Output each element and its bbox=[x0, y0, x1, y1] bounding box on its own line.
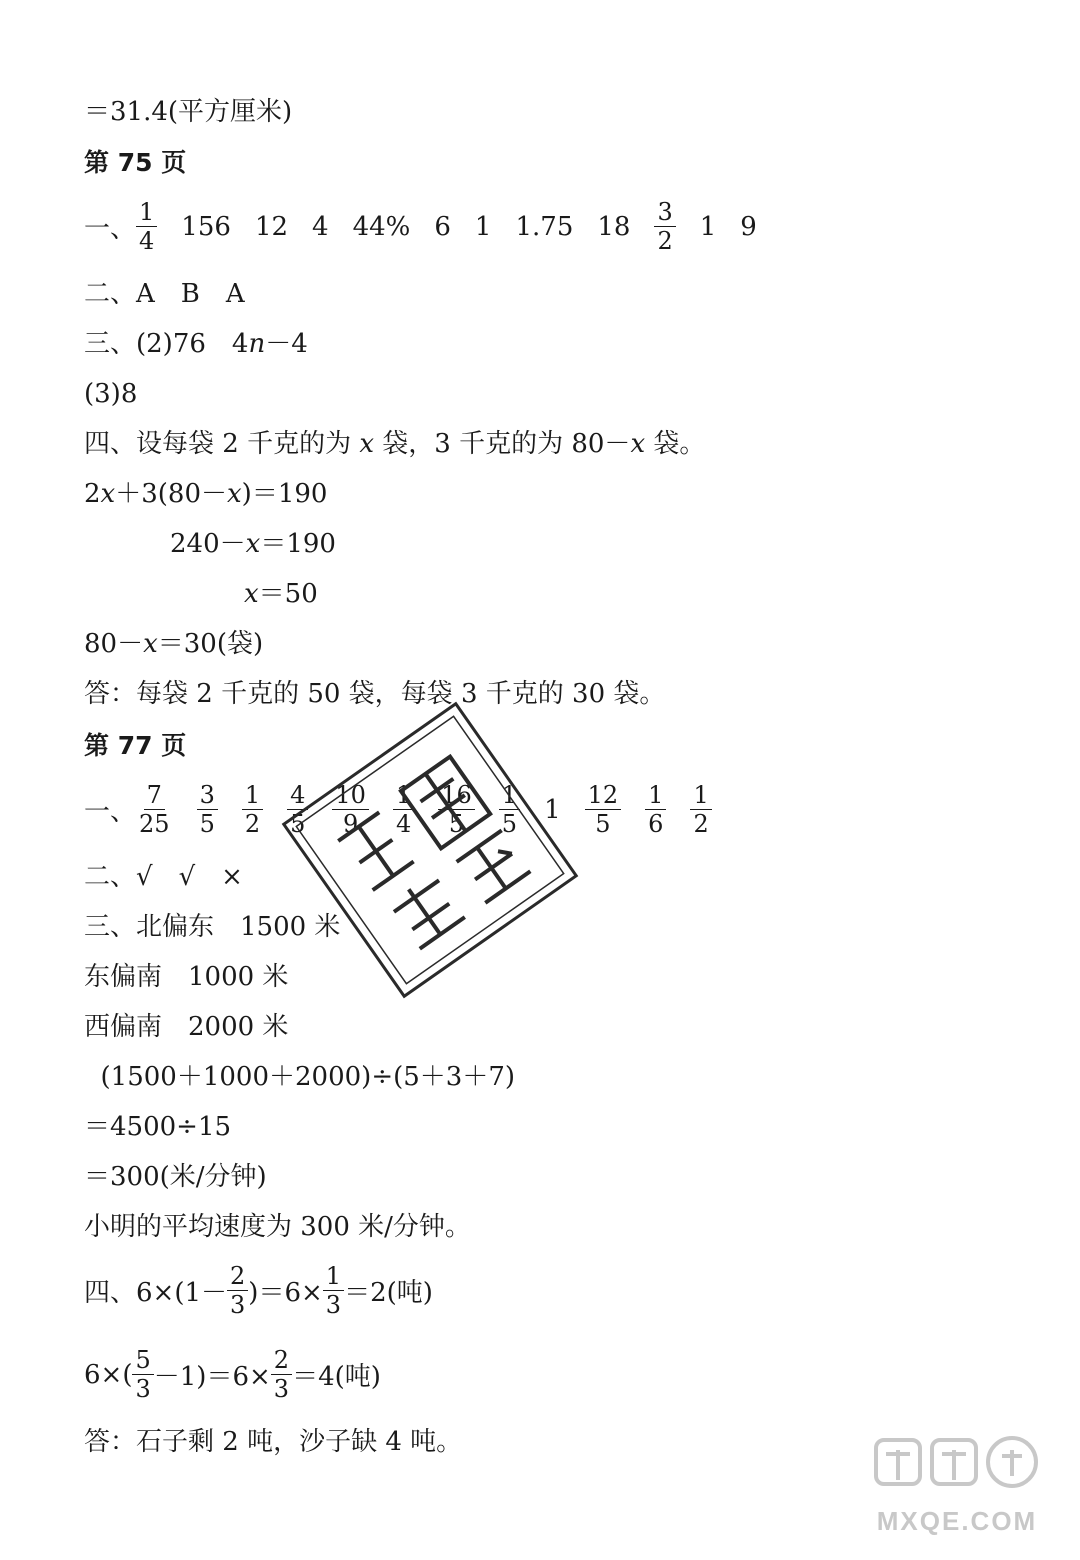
text-segment: )＝190 bbox=[241, 479, 328, 509]
fraction bbox=[645, 781, 666, 838]
p77-q1-prefix: 一、 bbox=[84, 797, 137, 827]
fraction bbox=[393, 781, 414, 838]
fraction-denominator: 5 bbox=[199, 810, 215, 838]
text-segment: 袋，3 千克的为 80－ bbox=[374, 429, 631, 459]
fraction-numerator: 1 bbox=[393, 781, 414, 810]
fraction bbox=[287, 781, 308, 838]
p77-q4-row2 bbox=[84, 1346, 381, 1403]
p77-answer: 答：石子剩 2 吨，沙子缺 4 吨。 bbox=[84, 1427, 463, 1457]
answer-item: 1 bbox=[544, 794, 561, 825]
fraction-numerator: 7 bbox=[144, 781, 165, 810]
variable-x: x bbox=[244, 579, 259, 609]
equation-line bbox=[244, 577, 318, 611]
text-segment: 240－ bbox=[170, 529, 246, 559]
p77-calc-line2: ＝4500÷15 bbox=[84, 1112, 232, 1142]
p75-q2: 二、A B A bbox=[84, 279, 245, 309]
fraction-numerator: 1 bbox=[499, 781, 520, 810]
text-segment: －1)＝6× bbox=[153, 1362, 271, 1392]
fraction-denominator: 5 bbox=[501, 810, 518, 838]
fraction bbox=[654, 198, 675, 255]
fraction-denominator: 25 bbox=[139, 810, 170, 838]
text-segment: 2 bbox=[84, 479, 101, 509]
equation-line bbox=[84, 477, 327, 511]
fraction-denominator: 5 bbox=[595, 810, 611, 838]
page-75-heading: 第 75 页 bbox=[84, 148, 187, 177]
fraction-denominator: 6 bbox=[648, 810, 664, 838]
fraction-denominator: 3 bbox=[230, 1291, 246, 1319]
fraction-numerator: 1 bbox=[323, 1262, 344, 1291]
text-segment: 四、设每袋 2 千克的为 bbox=[84, 429, 360, 459]
answer-item: 44% bbox=[352, 211, 411, 242]
fraction-denominator: 2 bbox=[693, 810, 709, 838]
variable-n: n bbox=[248, 329, 266, 359]
fraction-numerator: 1 bbox=[136, 198, 157, 227]
variable-x: x bbox=[245, 529, 261, 559]
text-segment: －4 bbox=[265, 329, 308, 359]
fraction-numerator: 10 bbox=[332, 781, 369, 810]
answer-item: 6 bbox=[434, 211, 451, 242]
p75-q1-prefix: 一、 bbox=[84, 214, 137, 244]
equation-line bbox=[170, 527, 336, 561]
answer-item: 1 bbox=[699, 211, 717, 242]
fraction-numerator: 2 bbox=[227, 1262, 248, 1291]
p75-q3-part3: (3)8 bbox=[84, 379, 138, 409]
fraction bbox=[323, 1262, 344, 1319]
answer-item: 1.75 bbox=[515, 211, 574, 242]
text-segment: ＝190 bbox=[260, 529, 336, 559]
fraction-numerator: 1 bbox=[690, 781, 711, 810]
p77-calc-line1: (1500＋1000＋2000)÷(5＋3＋7) bbox=[84, 1062, 516, 1092]
fraction-numerator: 3 bbox=[197, 781, 218, 810]
fraction-denominator: 3 bbox=[135, 1375, 151, 1403]
text-segment: ＋3(80－ bbox=[115, 479, 227, 509]
p77-calc-line3: ＝300(米/分钟) bbox=[84, 1162, 267, 1192]
page-77-heading: 第 77 页 bbox=[84, 731, 187, 760]
fraction-numerator: 1 bbox=[242, 781, 263, 810]
fraction-numerator: 4 bbox=[287, 781, 308, 810]
fraction-numerator: 1 bbox=[645, 781, 666, 810]
text-segment: ＝4(吨) bbox=[292, 1362, 381, 1392]
p77-q2: 二、√ √ × bbox=[84, 862, 243, 892]
p75-q3-part2 bbox=[84, 327, 308, 361]
variable-x: x bbox=[359, 429, 375, 459]
variable-x: x bbox=[630, 429, 646, 459]
text-segment: )＝6× bbox=[248, 1278, 323, 1308]
fraction-denominator: 2 bbox=[244, 810, 261, 838]
p75-q4-setup bbox=[84, 427, 705, 461]
fraction bbox=[227, 1262, 248, 1319]
fraction-numerator: 2 bbox=[271, 1346, 292, 1375]
answer-item: 18 bbox=[597, 211, 631, 242]
p77-q3-line1: 三、北偏东 1500 米 bbox=[84, 912, 341, 942]
p77-speed-statement: 小明的平均速度为 300 米/分钟。 bbox=[84, 1212, 471, 1242]
variable-x: x bbox=[100, 479, 116, 509]
text-segment: 袋。 bbox=[645, 429, 706, 459]
fraction-denominator: 4 bbox=[395, 810, 412, 838]
variable-x: x bbox=[227, 479, 242, 509]
p77-q3-line2: 东偏南 1000 米 bbox=[84, 962, 289, 992]
fraction bbox=[271, 1346, 292, 1403]
fraction-numerator: 3 bbox=[654, 198, 675, 227]
fraction-denominator: 2 bbox=[657, 227, 673, 255]
fraction-denominator: 3 bbox=[273, 1375, 290, 1403]
text-segment: 80－ bbox=[84, 629, 144, 659]
text-segment: ＝50 bbox=[258, 579, 318, 609]
p75-q1-row bbox=[84, 198, 781, 255]
fraction bbox=[438, 781, 475, 838]
fraction bbox=[690, 781, 711, 838]
fraction bbox=[242, 781, 263, 838]
text-segment: 四、6×(1－ bbox=[84, 1278, 228, 1308]
fraction-denominator: 9 bbox=[343, 810, 359, 838]
fraction bbox=[332, 781, 369, 838]
fraction bbox=[585, 781, 622, 838]
fraction-numerator: 5 bbox=[132, 1346, 153, 1375]
svg-text:MXQE.COM: MXQE.COM bbox=[876, 1506, 1038, 1536]
p77-q1-row bbox=[84, 781, 736, 838]
fraction bbox=[197, 781, 218, 838]
fraction-denominator: 4 bbox=[139, 227, 155, 255]
fraction-numerator: 12 bbox=[585, 781, 622, 810]
fraction-denominator: 5 bbox=[448, 810, 465, 838]
equation-line bbox=[84, 627, 263, 661]
fraction bbox=[136, 781, 173, 838]
p77-q3-line3: 西偏南 2000 米 bbox=[84, 1012, 289, 1042]
answer-item: 12 bbox=[254, 211, 289, 242]
seal-stamp-icon bbox=[270, 690, 590, 1010]
text-segment: 6×( bbox=[84, 1359, 133, 1390]
fraction-numerator: 16 bbox=[438, 781, 475, 810]
fraction bbox=[499, 781, 520, 838]
fraction-denominator: 5 bbox=[290, 810, 306, 838]
watermark-logo-icon bbox=[862, 1430, 1052, 1550]
fraction bbox=[132, 1346, 153, 1403]
answer-item: 9 bbox=[740, 211, 757, 242]
answer-item: 1 bbox=[474, 211, 492, 242]
fraction bbox=[136, 198, 157, 255]
fraction-denominator: 3 bbox=[325, 1291, 342, 1319]
p75-answer: 答：每袋 2 千克的 50 袋，每袋 3 千克的 30 袋。 bbox=[84, 679, 666, 709]
answer-item: 156 bbox=[181, 211, 231, 242]
p77-q4-row1 bbox=[84, 1262, 433, 1319]
text-segment: ＝2(吨) bbox=[344, 1278, 433, 1308]
text-segment: 三、(2)76 4 bbox=[84, 329, 249, 359]
text-segment: ＝30(袋) bbox=[157, 629, 264, 659]
result-line: ＝31.4(平方厘米) bbox=[84, 97, 293, 127]
variable-x: x bbox=[143, 629, 158, 659]
answer-item: 4 bbox=[312, 211, 329, 242]
